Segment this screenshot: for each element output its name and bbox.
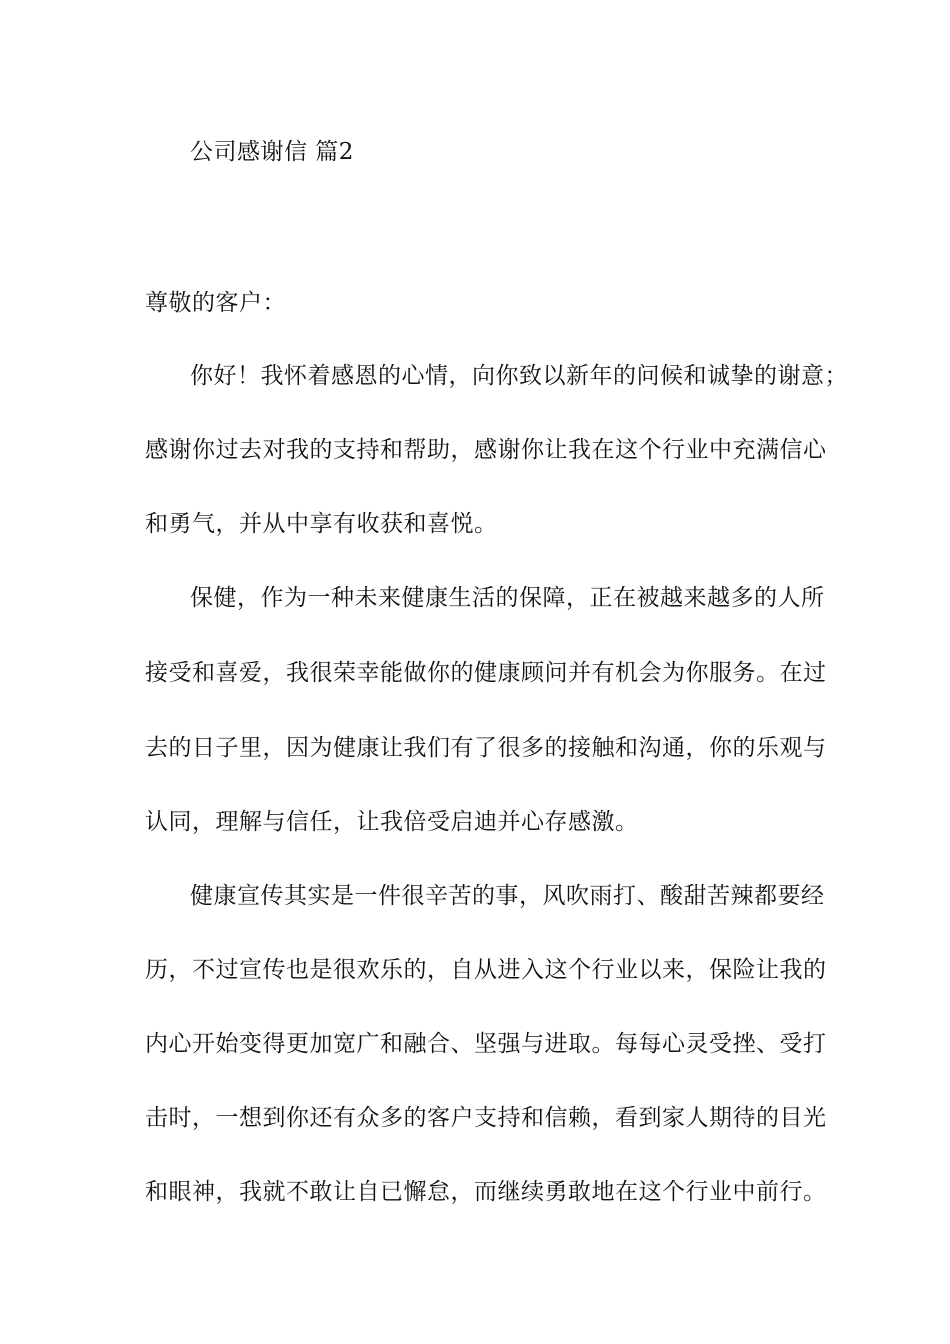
- salutation: 尊敬的客户：: [145, 290, 286, 316]
- paragraph-3-line-3: 内心开始变得更加宽广和融合、坚强与进取。每每心灵受挫、受打: [145, 1031, 827, 1057]
- document-title: 公司感谢信 篇2: [190, 139, 354, 165]
- paragraph-2-line-3: 去的日子里，因为健康让我们有了很多的接触和沟通，你的乐观与: [145, 735, 827, 761]
- paragraph-3-line-1: 健康宣传其实是一件很辛苦的事，风吹雨打、酸甜苦辣都要经: [190, 883, 825, 909]
- paragraph-2-line-1: 保健，作为一种未来健康生活的保障，正在被越来越多的人所: [190, 585, 825, 611]
- paragraph-2-line-2: 接受和喜爱，我很荣幸能做你的健康顾问并有机会为你服务。在过: [145, 660, 827, 686]
- paragraph-3-line-5: 和眼神，我就不敢让自已懈怠，而继续勇敢地在这个行业中前行。: [145, 1179, 827, 1205]
- paragraph-3-line-2: 历，不过宣传也是很欢乐的，自从进入这个行业以来，保险让我的: [145, 957, 827, 983]
- paragraph-1-line-3: 和勇气，并从中享有收获和喜悦。: [145, 511, 498, 537]
- paragraph-1-line-2: 感谢你过去对我的支持和帮助，感谢你让我在这个行业中充满信心: [145, 437, 827, 463]
- paragraph-1-line-1: 你好！我怀着感恩的心情，向你致以新年的问候和诚挚的谢意；: [190, 363, 848, 389]
- paragraph-3-line-4: 击时，一想到你还有众多的客户支持和信赖，看到家人期待的目光: [145, 1105, 827, 1131]
- paragraph-2-line-4: 认同，理解与信任，让我倍受启迪并心存感激。: [145, 809, 639, 835]
